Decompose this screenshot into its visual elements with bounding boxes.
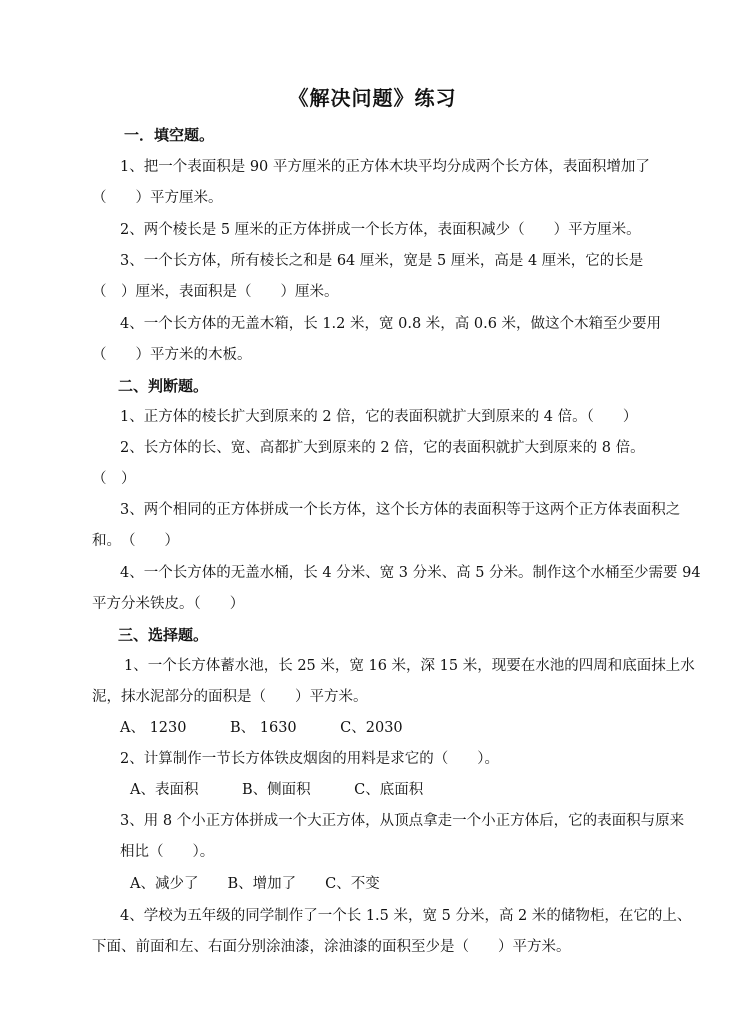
question-text: 1、把一个表面积是 90 平方厘米的正方体木块平均分成两个长方体，表面积增加了 bbox=[120, 159, 650, 175]
section-heading-true-false: 二、判断题。 bbox=[118, 377, 209, 395]
choice-options: A、减少了 B、增加了 C、不变 bbox=[130, 876, 380, 892]
question-text: 平方分米铁皮。（ ） bbox=[92, 596, 245, 612]
question-text: 泥，抹水泥部分的面积是（ ）平方米。 bbox=[92, 689, 368, 705]
question-text: 2、两个棱长是 5 厘米的正方体拼成一个长方体，表面积减少（ ）平方厘米。 bbox=[120, 222, 641, 238]
choice-options: A、 1230 B、 1630 C、2030 bbox=[120, 720, 403, 736]
page-title: 《解决问题》练习 bbox=[288, 86, 457, 110]
question-text: （ ） bbox=[92, 471, 136, 487]
question-text: 3、两个相同的正方体拼成一个长方体，这个长方体的表面积等于这两个正方体表面积之 bbox=[120, 502, 681, 518]
question-text: 4、学校为五年级的同学制作了一个长 1.5 米，宽 5 分米，高 2 米的储物柜，在它的上、 bbox=[120, 908, 692, 924]
question-text: 1、一个长方体蓄水池，长 25 米，宽 16 米，深 15 米，现要在水池的四周和底面抹上水 bbox=[124, 658, 695, 674]
section-heading-fill-blank: 一．填空题。 bbox=[124, 126, 215, 144]
question-text: 下面、前面和左、右面分别涂油漆，涂油漆的面积至少是（ ）平方米。 bbox=[92, 939, 571, 955]
question-text: （ ）平方厘米。 bbox=[92, 190, 223, 206]
question-text: 4、一个长方体的无盖木箱，长 1.2 米，宽 0.8 米，高 0.6 米，做这个木箱至少要用 bbox=[120, 316, 662, 332]
question-text: 相比（ ）。 bbox=[120, 844, 215, 860]
question-text: 3、用 8 个小正方体拼成一个大正方体，从顶点拿走一个小正方体后，它的表面积与原来 bbox=[120, 813, 685, 829]
question-text: （ ）平方米的木板。 bbox=[92, 347, 252, 363]
question-text: 2、长方体的长、宽、高都扩大到原来的 2 倍，它的表面积就扩大到原来的 8 倍。 bbox=[120, 440, 645, 456]
question-text: 和。 （ ） bbox=[92, 533, 179, 549]
question-text: （ ）厘米，表面积是（ ）厘米。 bbox=[92, 284, 339, 300]
question-text: 3、一个长方体，所有棱长之和是 64 厘米，宽是 5 厘米，高是 4 厘米，它的长是 bbox=[120, 253, 644, 269]
section-heading-multiple-choice: 三、选择题。 bbox=[118, 626, 209, 644]
choice-options: A、表面积 B、侧面积 C、底面积 bbox=[130, 782, 424, 798]
question-text: 4、一个长方体的无盖水桶，长 4 分米、宽 3 分米、高 5 分米。制作这个水桶至少需要 94 bbox=[120, 565, 701, 581]
question-text: 1、正方体的棱长扩大到原来的 2 倍，它的表面积就扩大到原来的 4 倍。（ ） bbox=[120, 409, 638, 425]
question-text: 2、计算制作一节长方体铁皮烟囱的用料是求它的（ ）。 bbox=[120, 751, 499, 767]
